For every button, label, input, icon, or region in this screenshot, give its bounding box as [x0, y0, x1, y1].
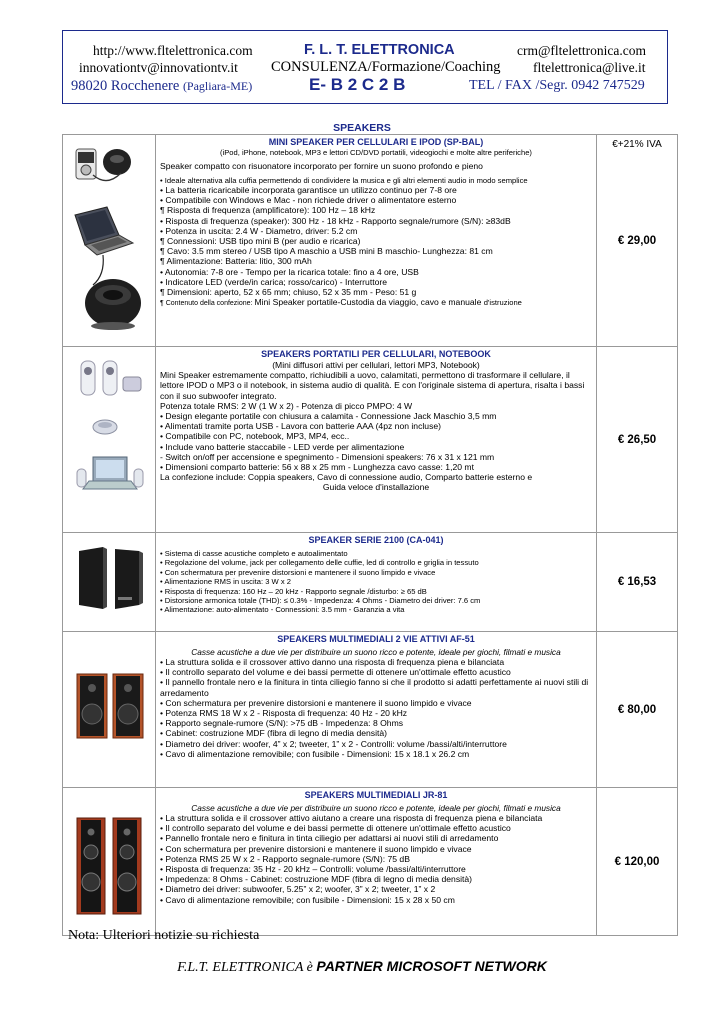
product-subtitle: Casse acustiche a due vie per distribuire un suono ricco e potente, ideale per giochi, filmati e musica: [191, 803, 561, 813]
email-crm[interactable]: crm@fltelettronica.com: [517, 43, 647, 58]
product-image-cell: [63, 135, 156, 347]
spec-line: • Diametro dei driver: subwoofer, 5.25” x 2; woofer, 3” x 2; tweeter, 1” x 2: [160, 884, 436, 895]
spec-line: • Include vano batterie staccabile - LED verde per alimentazione: [160, 441, 405, 452]
contents-tail: d'istruzione: [483, 298, 522, 308]
spec-line: • Risposta di frequenza: 160 Hz – 20 kHz - Rapporto segnale /disturbo: ≥ 65 dB: [160, 586, 427, 596]
spec-line: • Con schermatura per prevenire distorsioni e mantenere il suono limpido e vivace: [160, 567, 436, 577]
spec-line: • La struttura solida e il crossover attivo danno una risposta di frequenza piena e bilanciata: [160, 657, 505, 667]
product-image-cell: [63, 788, 156, 936]
spec-line: • Alimentazione: auto-alimentato - Connessioni: 3.5 mm - Garanzia a vita: [160, 605, 405, 615]
letterhead: [62, 30, 668, 104]
slogan: E- B 2 C 2 B: [309, 75, 406, 94]
product-price: € 29,00: [617, 234, 657, 247]
price-cell: [597, 347, 678, 533]
address-city: 98020 Rocchenere: [71, 78, 180, 94]
spec-line: • Il pannello frontale nero e la finitura in tinta ciliegio fanno si che il prodotto si adatti perfettamente ai nuovi stili di arredamento: [160, 677, 589, 698]
footer-partner: PARTNER MICROSOFT NETWORK: [316, 958, 547, 974]
email-innovationtv[interactable]: innovationtv@innovationtv.it: [79, 60, 238, 75]
services-line: CONSULENZA/Formazione/Coaching: [271, 59, 501, 75]
product-row: [63, 632, 678, 788]
product-row: [63, 788, 678, 936]
spec-line: • Con schermatura per prevenire distorsioni e mantenere il suono limpido e vivace: [160, 697, 472, 708]
address: [71, 78, 252, 95]
product-row: [63, 135, 678, 347]
mini-speaker-photos: [63, 135, 155, 341]
spec-line: Potenza totale RMS: 2 W (1 W x 2) - Potenza di picco PMPO: 4 W: [160, 400, 413, 411]
spec-line: • Il controllo separato del volume e dei bassi permette di ottenere un'ottimale effetto acustico: [160, 667, 511, 678]
spec-line: • Cavo di alimentazione removibile; con fusibile - Dimensioni: 15 x 28 x 50 cm: [160, 894, 455, 905]
spec-line: ¶ Cavo: 3.5 mm stereo / USB tipo A maschio a USB mini B maschio- Lunghezza: 81 cm: [160, 246, 493, 257]
product-description: [156, 533, 597, 632]
footer-company: F.L.T. ELETTRONICA è: [177, 960, 317, 975]
spec-line: • La batteria ricaricabile incorporata garantisce un utilizzo continuo per 7-8 ore: [160, 185, 457, 196]
product-subtitle: (iPod, iPhone, notebook, MP3 e lettori CD/DVD portatili, videogiochi e molte altre periferiche): [220, 148, 532, 157]
spec-line: • Cabinet: costruzione MDF (fibra di legno di media densità): [160, 728, 388, 739]
product-image-cell: [63, 632, 156, 788]
spec-line: - Switch on/off per accensione e spegnimento - Dimensioni speakers: 76 x 31 x 121 mm: [160, 451, 495, 462]
website-link[interactable]: http://www.fltelettronica.com: [93, 43, 253, 58]
contents-items: Mini Speaker portatile-Custodia da viaggio, cavo e manuale: [254, 297, 484, 308]
product-title: SPEAKERS MULTIMEDIALI JR-81: [304, 790, 448, 800]
phone: TEL / FAX /Segr. 0942 747529: [469, 78, 645, 93]
spec-line: • Autonomia: 7-8 ore - Tempo per la ricarica totale: fino a 4 ore, USB: [160, 266, 419, 277]
product-table: [62, 134, 678, 936]
note: Nota: Ulteriori notizie su richiesta: [68, 928, 260, 943]
product-price: € 120,00: [614, 855, 660, 868]
product-title: SPEAKERS PORTATILI PER CELLULARI, NOTEBOOK: [261, 349, 491, 359]
price-cell: [597, 533, 678, 632]
spec-line: • Impedenza: 8 Ohms - Cabinet: costruzione MDF (fibra di legno di media densità): [160, 874, 473, 885]
spec-line: ¶ Alimentazione: Batteria: litio, 300 mAh: [160, 256, 312, 267]
product-price: € 16,53: [617, 576, 657, 588]
product-price: € 26,50: [617, 433, 657, 446]
spec-line: La confezione include: Coppia speakers, Cavo di connessione audio, Comparto batterie esterno e: [160, 472, 533, 483]
product-subtitle: (Mini diffusori attivi per cellulari, lettori MP3, Notebook): [272, 360, 480, 370]
spec-line: ¶ Connessioni: USB tipo mini B (per audio e ricarica): [160, 236, 361, 247]
spec-line: • Risposta di frequenza: 35 Hz - 20 kHz – Controlli: volume /bassi/alti/interruttore: [160, 864, 466, 875]
portable-speaker-photos: [63, 347, 155, 527]
spec-line: • Potenza in uscita: 2.4 W - Diametro, driver: 5.2 cm: [160, 225, 358, 236]
spec-line: • Potenza RMS 25 W x 2 - Rapporto segnale-rumore (S/N): 75 dB: [160, 853, 410, 864]
spec-line: Mini Speaker estremamente compatto, richiudibili a uovo, calamitati, permettono di trasformare il cellulare, il lettore IPOD o MP3 o il notebook, in sistema audio di qualità. E con l'originale sistema di apertura, risalta i bassi con il suo subwoofer integrato.: [160, 370, 585, 401]
spec-line: • Distorsione armonica totale (THD): ≤ 0.3% - Impedenza: 4 Ohms - Diametro dei driver: 7.6 cm: [160, 596, 481, 606]
contents-label: ¶ Contenuto della confezione:: [160, 300, 255, 308]
product-price: € 80,00: [617, 703, 657, 716]
product-image-cell: [63, 347, 156, 533]
product-row: [63, 533, 678, 632]
spec-line: • Rapporto segnale-rumore (S/N): >75 dB - Impedenza: 8 Ohms: [160, 718, 404, 729]
spec-line: • Compatibile con Windows e Mac - non richiede driver o alimentatore esterno: [160, 195, 457, 206]
price-cell: [597, 135, 678, 347]
footer: [0, 958, 724, 976]
spec-line: ¶ Risposta di frequenza (amplificatore): 100 Hz – 18 kHz: [160, 205, 376, 216]
price-cell: [597, 632, 678, 788]
product-title: SPEAKERS MULTIMEDIALI 2 VIE ATTIVI AF-51: [277, 634, 475, 644]
contents-line: [160, 297, 592, 309]
product-intro: Speaker compatto con risuonatore incorporato per fornire un suono profondo e pieno: [160, 161, 483, 172]
spec-line: • Regolazione del volume, jack per collegamento delle cuffie, led di controllo e griglia in tessuto: [160, 558, 479, 568]
email-live[interactable]: fltelettronica@live.it: [533, 60, 646, 75]
spec-line: • Compatibile con PC, notebook, MP3, MP4, ecc..: [160, 431, 350, 442]
vat-note: €+21% IVA: [612, 139, 662, 150]
product-image-cell: [63, 533, 156, 632]
spec-line: • Ideale alternativa alla cuffia permettendo di condividere la musica e gli altri elementi audio in modo semplice: [160, 175, 528, 185]
address-note: (Pagliara-ME): [182, 79, 253, 93]
product-description: [156, 347, 597, 533]
black-desktop-speakers: [63, 533, 155, 626]
spec-line: • Sistema di casse acustiche completo e autoalimentato: [160, 549, 348, 558]
product-description: [156, 135, 597, 347]
product-description: [156, 632, 597, 788]
spec-line: • Risposta di frequenza (speaker): 300 Hz - 18 kHz - Rapporto segnale/rumore (S/N): ≥83dB: [160, 215, 511, 226]
spec-line: • Il controllo separato del volume e dei bassi permette di ottenere un'ottimale effetto acustico: [160, 823, 511, 834]
product-subtitle: Casse acustiche a due vie per distribuire un suono ricco e potente, ideale per giochi, filmati e musica: [191, 647, 561, 657]
spec-line: • Alimentati tramite porta USB - Lavora con batterie AAA (4pz non incluse): [160, 421, 442, 432]
spec-line: ¶ Dimensioni: aperto, 52 x 65 mm; chiuso, 52 x 35 mm - Peso: 51 g: [160, 287, 417, 298]
spec-line: • Cavo di alimentazione removibile; con fusibile - Dimensioni: 15 x 18.1 x 26.2 cm: [160, 748, 470, 759]
spec-line: • Alimentazione RMS in uscita: 3 W x 2: [160, 577, 291, 587]
spec-line: • Potenza RMS 18 W x 2 - Risposta di frequenza: 40 Hz - 20 kHz: [160, 708, 408, 719]
product-title: SPEAKER SERIE 2100 (CA-041): [308, 535, 444, 545]
spec-line: • La struttura solida e il crossover attivo aiutano a creare una risposta di frequenza piena e bilanciata: [160, 813, 543, 823]
product-row: [63, 347, 678, 533]
spec-line: • Diametro dei driver: woofer, 4” x 2; tweeter, 1” x 2 - Controlli: volume /bassi/alti/interruttore: [160, 738, 507, 749]
spec-line: Guida veloce d'installazione: [322, 482, 430, 493]
wooden-speakers-af51: [63, 632, 155, 782]
product-title: MINI SPEAKER PER CELLULARI E IPOD (SP-BAL): [268, 137, 484, 147]
spec-line: • Pannello frontale nero e finitura in tinta ciliegio per adattarsi ai nuovi stili di arredamento: [160, 833, 499, 844]
company-name: F. L. T. ELETTRONICA: [304, 42, 455, 58]
price-cell: [597, 788, 678, 936]
spec-line: • Con schermatura per prevenire distorsioni e mantenere il suono limpido e vivace: [160, 843, 472, 854]
spec-line: • Indicatore LED (verde/in carica; rosso/carico) - Interruttore: [160, 276, 388, 287]
spec-line: • Design elegante portatile con chiusura a calamita - Connessione Jack Maschio 3,5 mm: [160, 411, 497, 422]
wooden-speakers-jr81: [63, 788, 155, 930]
spec-line: • Dimensioni comparto batterie: 56 x 88 x 25 mm - Lunghezza cavo casse: 1,20 mt: [160, 462, 474, 473]
product-description: [156, 788, 597, 936]
section-title: SPEAKERS: [333, 122, 391, 134]
